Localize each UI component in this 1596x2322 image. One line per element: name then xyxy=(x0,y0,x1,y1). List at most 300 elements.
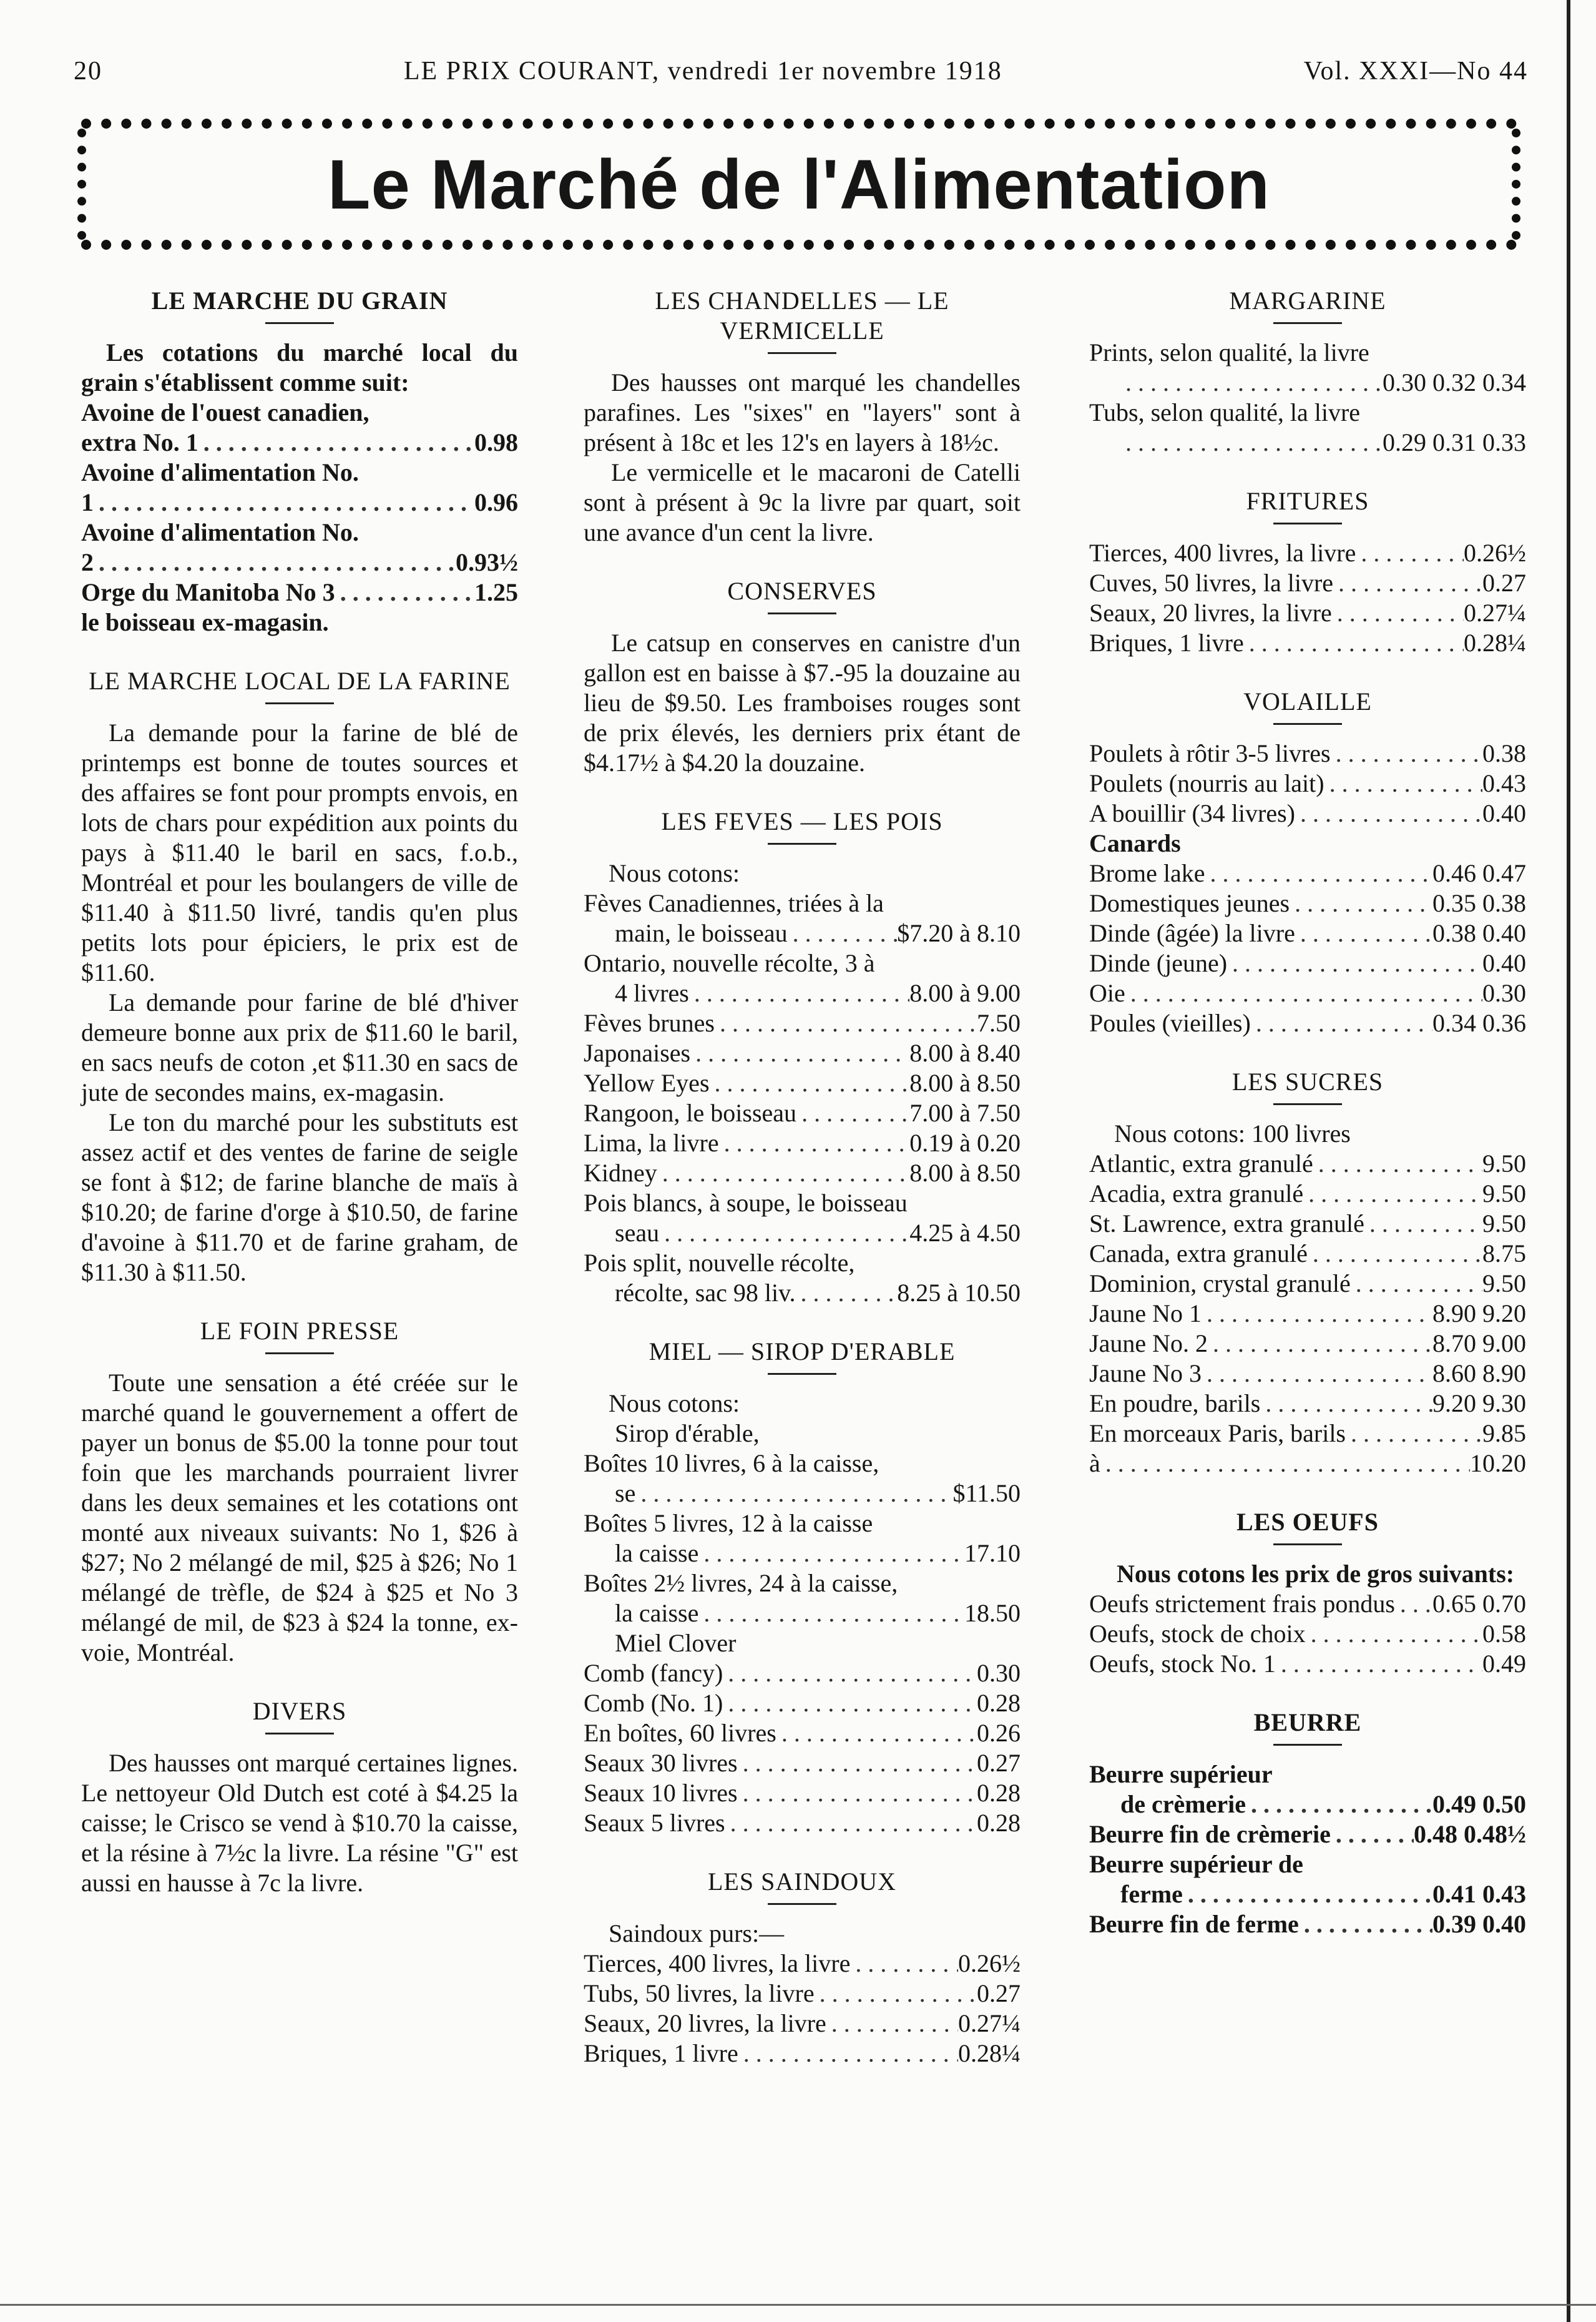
price-row xyxy=(1089,628,1526,658)
price-label: Prints, selon qualité, la livre xyxy=(1089,338,1369,367)
leader-dots xyxy=(198,428,474,458)
price-label: Boîtes 2½ livres, 24 à la caisse, xyxy=(584,1569,898,1597)
price-row xyxy=(584,1598,1021,1628)
price-label: Pois split, nouvelle récolte, xyxy=(584,1249,855,1277)
price-row xyxy=(1089,598,1526,628)
price-row xyxy=(1089,978,1526,1008)
price-label: Jaune No. 2 xyxy=(1089,1329,1208,1357)
price-row xyxy=(584,1188,1021,1218)
oeufs-intro: Nous cotons les prix de gros suivants: xyxy=(1117,1560,1515,1588)
section-title-divers: DIVERS xyxy=(252,1697,347,1725)
chandelles-paragraph-1: Des hausses ont marqué les chandelles parafines. Les "sixes" en "layers" sont à présent à 18c et les 12's en layers à 18½c. xyxy=(584,368,1021,456)
price-label: main, le boisseau xyxy=(615,919,788,947)
price-row xyxy=(584,1508,1021,1538)
price-value: 0.41 0.43 xyxy=(1432,1880,1526,1908)
price-label: Seaux 5 livres xyxy=(584,1809,725,1837)
price-value: 9.50 xyxy=(1482,1149,1526,1178)
price-value: 0.27 xyxy=(977,1979,1021,2007)
leader-dots xyxy=(796,1278,898,1308)
price-label: Canards xyxy=(1089,829,1181,857)
section-rule xyxy=(768,1903,836,1905)
price-value: 0.28 xyxy=(977,1689,1021,1717)
price-row xyxy=(584,1419,1021,1449)
leader-dots xyxy=(335,578,474,608)
leader-dots xyxy=(698,1538,964,1568)
chandelles-paragraph-2: Le vermicelle et le macaroni de Catelli sont à présent à 9c la livre par quart, soit une avance d'un cent la livre. xyxy=(584,458,1021,546)
section-title-saindoux: LES SAINDOUX xyxy=(708,1867,896,1896)
leader-dots xyxy=(1308,1239,1482,1269)
price-row xyxy=(81,548,518,578)
price-row xyxy=(81,458,518,488)
price-label: En poudre, barils xyxy=(1089,1389,1261,1417)
price-row xyxy=(1089,1449,1526,1478)
sucres-list xyxy=(1089,1149,1526,1478)
section-rule xyxy=(265,1352,334,1354)
price-label: seau xyxy=(615,1219,660,1247)
leader-dots xyxy=(1331,739,1482,769)
price-label: Dinde (jeune) xyxy=(1089,949,1228,977)
price-row xyxy=(584,1068,1021,1098)
price-value: 4.25 à 4.50 xyxy=(909,1219,1021,1247)
leader-dots xyxy=(723,1658,977,1688)
section-title-feves: LES FEVES — LES POIS xyxy=(661,807,943,835)
price-label: Comb (fancy) xyxy=(584,1659,723,1687)
farine-paragraph-1: La demande pour la farine de blé de printemps est bonne de toutes sources et des affaires se font pour prompts envois, en lots de chars pour expédition aux points du pays à $11.40 le baril en sacs, f.o.b., Montréal et pour les boulangers de ville de $11.40 à $11.50 livré, tandis qu'en plus petits lots pour épiciers, le prix est de $11.60. xyxy=(81,719,518,986)
price-value: 8.75 xyxy=(1482,1239,1526,1267)
feves-intro: Nous cotons: xyxy=(609,859,740,887)
price-label: Oeufs, stock No. 1 xyxy=(1089,1650,1276,1678)
price-label: Tierces, 400 livres, la livre xyxy=(1089,539,1356,567)
price-row xyxy=(584,1568,1021,1598)
price-value: 8.00 à 8.40 xyxy=(909,1039,1021,1067)
price-value: 8.25 à 10.50 xyxy=(897,1279,1021,1307)
price-row xyxy=(584,1218,1021,1248)
section-title-conserves: CONSERVES xyxy=(727,577,877,605)
price-row xyxy=(584,1158,1021,1188)
price-row xyxy=(584,918,1021,948)
price-label: A bouillir (34 livres) xyxy=(1089,799,1295,827)
price-row xyxy=(1089,1269,1526,1299)
price-value: 0.27¼ xyxy=(1464,599,1526,627)
price-value: 9.50 xyxy=(1482,1269,1526,1297)
price-row xyxy=(1089,1329,1526,1359)
price-row xyxy=(584,1778,1021,1808)
price-row xyxy=(584,2039,1021,2069)
miel-intro: Nous cotons: xyxy=(609,1389,740,1417)
price-row xyxy=(81,488,518,518)
price-row xyxy=(1089,538,1526,568)
price-value: 0.26½ xyxy=(1464,539,1526,567)
price-label: Fèves brunes xyxy=(584,1009,715,1037)
price-value: $11.50 xyxy=(952,1479,1021,1507)
price-label: Briques, 1 livre xyxy=(1089,629,1244,657)
margarine-list xyxy=(1089,338,1526,458)
section-title-farine: LE MARCHE LOCAL DE LA FARINE xyxy=(89,667,511,695)
leader-dots xyxy=(815,1979,977,2009)
leader-dots xyxy=(1202,1299,1432,1329)
price-label: 4 livres xyxy=(615,979,689,1007)
section-rule xyxy=(768,352,836,354)
price-row xyxy=(584,1979,1021,2009)
leader-dots xyxy=(1333,568,1482,598)
feves-list xyxy=(584,888,1021,1308)
leader-dots xyxy=(776,1718,977,1748)
beurre-list xyxy=(1089,1759,1526,1939)
price-label: Oeufs, stock de choix xyxy=(1089,1620,1306,1648)
price-value: 9.50 xyxy=(1482,1209,1526,1237)
price-value: 0.27 xyxy=(977,1749,1021,1777)
publication-date-line: LE PRIX COURANT, vendredi 1er novembre 1918 xyxy=(403,57,1002,86)
leader-dots xyxy=(1356,538,1464,568)
price-row xyxy=(1089,1299,1526,1329)
price-row xyxy=(1089,948,1526,978)
section-title-chandelles: LES CHANDELLES — LE VERMICELLE xyxy=(655,287,949,345)
page-title: Le Marché de l'Alimentation xyxy=(328,145,1270,224)
sucres-intro: Nous cotons: 100 livres xyxy=(1114,1119,1351,1148)
leader-dots xyxy=(1120,368,1383,398)
price-row xyxy=(584,978,1021,1008)
leader-dots xyxy=(1202,1359,1432,1389)
leader-dots xyxy=(715,1008,977,1038)
price-row xyxy=(584,1949,1021,1979)
price-value: 0.49 xyxy=(1482,1650,1526,1678)
leader-dots xyxy=(1364,1209,1482,1239)
price-label: Avoine de l'ouest canadien, xyxy=(81,398,370,426)
price-label: Pois blancs, à soupe, le boisseau xyxy=(584,1189,908,1217)
price-label: 1 xyxy=(81,488,94,516)
leader-dots xyxy=(1299,1909,1432,1939)
leader-dots xyxy=(1246,1789,1432,1819)
price-row xyxy=(584,1718,1021,1748)
price-row xyxy=(1089,829,1526,858)
column-3 xyxy=(1089,275,1526,1939)
leader-dots xyxy=(690,1038,909,1068)
conserves-paragraph: Le catsup en conserves en canistre d'un gallon est en baisse à $7.-95 la douzaine au lieu de $9.50. Les framboises rouges sont de prix élevés, les derniers prix étant de $4.17½ à $4.20 la douzaine. xyxy=(584,629,1021,777)
price-label: Seaux 30 livres xyxy=(584,1749,738,1777)
price-label: St. Lawrence, extra granulé xyxy=(1089,1209,1364,1237)
section-title-sucres: LES SUCRES xyxy=(1231,1068,1384,1096)
price-value: 10.20 xyxy=(1470,1449,1526,1477)
price-label: Yellow Eyes xyxy=(584,1069,710,1097)
section-rule xyxy=(265,702,334,704)
price-label: récolte, sac 98 liv. xyxy=(615,1279,796,1307)
section-title-beurre: BEURRE xyxy=(1253,1708,1362,1736)
price-label: 2 xyxy=(81,548,94,576)
price-label: Poules (vieilles) xyxy=(1089,1009,1251,1037)
price-label: Dinde (âgée) la livre xyxy=(1089,919,1295,947)
price-value: 0.38 0.40 xyxy=(1432,919,1526,947)
miel-list xyxy=(584,1419,1021,1838)
price-row xyxy=(584,1248,1021,1278)
price-value: 0.40 xyxy=(1482,799,1526,827)
column-2 xyxy=(584,275,1021,2069)
section-title-miel: MIEL — SIROP D'ERABLE xyxy=(649,1337,956,1365)
leader-dots xyxy=(94,488,474,518)
leader-dots xyxy=(1120,428,1383,458)
leader-dots xyxy=(850,1949,958,1979)
leader-dots xyxy=(1290,888,1432,918)
price-row xyxy=(1089,568,1526,598)
price-value: 8.70 9.00 xyxy=(1432,1329,1526,1357)
price-label: Sirop d'érable, xyxy=(615,1419,760,1447)
price-value: 0.38 xyxy=(1482,739,1526,767)
price-row xyxy=(584,1128,1021,1158)
leader-dots xyxy=(738,1778,977,1808)
price-row xyxy=(1089,1819,1526,1849)
section-title-margarine: MARGARINE xyxy=(1229,287,1386,315)
price-row xyxy=(81,428,518,458)
price-row xyxy=(1089,1419,1526,1449)
leader-dots xyxy=(1244,628,1464,658)
price-value: 8.00 à 8.50 xyxy=(909,1069,1021,1097)
price-row xyxy=(1089,1359,1526,1389)
price-row xyxy=(1089,1389,1526,1419)
section-title-oeufs: LES OEUFS xyxy=(1236,1508,1379,1536)
price-value: 0.43 xyxy=(1482,769,1526,797)
price-row xyxy=(81,398,518,428)
leader-dots xyxy=(1100,1449,1470,1478)
price-value: 0.27¼ xyxy=(958,2009,1021,2037)
price-row xyxy=(1089,398,1526,428)
price-value: 0.26 xyxy=(977,1719,1021,1747)
price-row xyxy=(81,578,518,608)
leader-dots xyxy=(1276,1649,1482,1679)
price-value: 0.28¼ xyxy=(958,2039,1021,2067)
price-value: 7.00 à 7.50 xyxy=(909,1099,1021,1127)
price-value: 17.10 xyxy=(964,1539,1021,1567)
saindoux-list xyxy=(584,1949,1021,2069)
section-rule xyxy=(1273,1744,1342,1746)
price-value: 7.50 xyxy=(977,1009,1021,1037)
price-row xyxy=(584,1748,1021,1778)
price-value: 0.93½ xyxy=(456,548,518,576)
leader-dots xyxy=(710,1068,910,1098)
leader-dots xyxy=(723,1688,977,1718)
leader-dots xyxy=(1205,858,1433,888)
price-label: Brome lake xyxy=(1089,859,1205,887)
leader-dots xyxy=(657,1158,909,1188)
price-value: 0.28 xyxy=(977,1809,1021,1837)
price-label: Dominion, crystal granulé xyxy=(1089,1269,1351,1297)
price-row xyxy=(1089,368,1526,398)
price-row xyxy=(1089,1849,1526,1879)
price-value: 1.25 xyxy=(474,578,518,606)
price-value: 0.28 xyxy=(977,1779,1021,1807)
leader-dots xyxy=(1260,1389,1432,1419)
price-value: 0.58 xyxy=(1482,1620,1526,1648)
price-value: 0.39 0.40 xyxy=(1432,1910,1526,1938)
price-label: Avoine d'alimentation No. xyxy=(81,458,359,486)
price-value: 8.00 à 9.00 xyxy=(909,979,1021,1007)
price-row xyxy=(1089,799,1526,829)
leader-dots xyxy=(698,1598,964,1628)
price-value: 0.96 xyxy=(474,488,518,516)
price-value: 0.29 0.31 0.33 xyxy=(1383,428,1526,456)
price-value: 8.90 9.20 xyxy=(1432,1299,1526,1327)
price-label: Atlantic, extra granulé xyxy=(1089,1149,1313,1178)
price-row xyxy=(1089,1239,1526,1269)
price-row xyxy=(584,1478,1021,1508)
price-row xyxy=(1089,1759,1526,1789)
price-row xyxy=(1089,888,1526,918)
price-label: Ontario, nouvelle récolte, 3 à xyxy=(584,949,875,977)
price-label: Tubs, 50 livres, la livre xyxy=(584,1979,815,2007)
price-label: Jaune No 1 xyxy=(1089,1299,1202,1327)
price-value: 0.65 0.70 xyxy=(1432,1590,1526,1618)
leader-dots xyxy=(826,2009,958,2039)
price-row xyxy=(584,1278,1021,1308)
price-row xyxy=(1089,769,1526,799)
price-label: la caisse xyxy=(615,1539,699,1567)
section-title-volaille: VOLAILLE xyxy=(1243,687,1372,716)
price-label: Seaux, 20 livres, la livre xyxy=(1089,599,1332,627)
price-label: à xyxy=(1089,1449,1100,1477)
price-row xyxy=(1089,1209,1526,1239)
price-value: 0.48 0.48½ xyxy=(1414,1820,1526,1848)
section-rule xyxy=(1273,523,1342,524)
leader-dots xyxy=(738,1748,977,1778)
leader-dots xyxy=(1346,1419,1482,1449)
leader-dots xyxy=(1351,1269,1482,1299)
leader-dots xyxy=(738,2039,958,2069)
leader-dots xyxy=(1331,1819,1414,1849)
grain-footer: le boisseau ex-magasin. xyxy=(81,608,329,636)
price-label: Beurre fin de crèmerie xyxy=(1089,1820,1331,1848)
section-rule xyxy=(1273,723,1342,725)
leader-dots xyxy=(1295,799,1482,829)
grain-list xyxy=(81,398,518,608)
leader-dots xyxy=(725,1808,977,1838)
price-row xyxy=(1089,1789,1526,1819)
price-value: 0.40 xyxy=(1482,949,1526,977)
price-label: Rangoon, le boisseau xyxy=(584,1099,797,1127)
leader-dots xyxy=(659,1218,909,1248)
price-value: 0.35 0.38 xyxy=(1432,889,1526,917)
price-label: Domestiques jeunes xyxy=(1089,889,1290,917)
price-label: Seaux 10 livres xyxy=(584,1779,738,1807)
price-label: Boîtes 10 livres, 6 à la caisse, xyxy=(584,1449,879,1477)
price-label: Boîtes 5 livres, 12 à la caisse xyxy=(584,1509,873,1537)
price-row xyxy=(584,1098,1021,1128)
leader-dots xyxy=(1208,1329,1432,1359)
section-rule xyxy=(1273,1103,1342,1105)
volume-number: Vol. XXXI—No 44 xyxy=(1303,57,1528,86)
page-number: 20 xyxy=(74,57,102,86)
price-label: Tubs, selon qualité, la livre xyxy=(1089,398,1361,426)
section-rule xyxy=(1273,322,1342,324)
price-row xyxy=(1089,1149,1526,1179)
price-row xyxy=(584,1688,1021,1718)
leader-dots xyxy=(1125,978,1482,1008)
price-row xyxy=(1089,1179,1526,1209)
price-label: Orge du Manitoba No 3 xyxy=(81,578,335,606)
price-label: Beurre fin de ferme xyxy=(1089,1910,1299,1938)
page-edge-line xyxy=(1567,0,1570,2322)
divers-paragraph: Des hausses ont marqué certaines lignes. Le nettoyeur Old Dutch est coté à $4.25 la caisse; le Crisco se vend à $10.70 la caisse, et la résine à 7½c la livre. La résine "G" est aussi en hausse à 7c la livre. xyxy=(81,1749,518,1897)
oeufs-list xyxy=(1089,1589,1526,1679)
price-row xyxy=(584,1808,1021,1838)
price-label: Oeufs strictement frais pondus xyxy=(1089,1590,1395,1618)
leader-dots xyxy=(788,918,898,948)
section-title-fritures: FRITURES xyxy=(1246,487,1369,515)
price-row xyxy=(584,1038,1021,1068)
price-row xyxy=(584,1628,1021,1658)
volaille-list xyxy=(1089,739,1526,1038)
price-value: 0.19 à 0.20 xyxy=(909,1129,1021,1157)
leader-dots xyxy=(635,1478,952,1508)
price-label: Fèves Canadiennes, triées à la xyxy=(584,889,884,917)
section-rule xyxy=(768,843,836,845)
price-label: Tierces, 400 livres, la livre xyxy=(584,1949,851,1977)
bottom-rule xyxy=(0,2304,1596,2306)
price-label: Seaux, 20 livres, la livre xyxy=(584,2009,826,2037)
price-label: Jaune No 3 xyxy=(1089,1359,1202,1387)
price-label: Oie xyxy=(1089,979,1125,1007)
price-label: Avoine d'alimentation No. xyxy=(81,518,359,546)
price-label: Cuves, 50 livres, la livre xyxy=(1089,569,1334,597)
farine-paragraph-2: La demande pour farine de blé d'hiver demeure bonne aux prix de $11.60 le baril, en sacs neufs de coton ,et $11.30 en sacs de jute de secondes mains, ex-magasin. xyxy=(81,988,518,1106)
price-row xyxy=(584,1538,1021,1568)
leader-dots xyxy=(94,548,456,578)
farine-paragraph-3: Le ton du marché pour les substituts est assez actif et des ventes de farine de seigle se font à $12; de farine blanche de maïs à $10.20; de farine d'orge à $10.50, de farine d'avoine à $11.70 et de farine graham, de $11.30 à $11.50. xyxy=(81,1108,518,1286)
price-value: 9.50 xyxy=(1482,1179,1526,1208)
price-value: 18.50 xyxy=(964,1599,1021,1627)
price-row xyxy=(1089,1879,1526,1909)
section-rule xyxy=(265,322,334,324)
leader-dots xyxy=(796,1098,909,1128)
price-value: 9.85 xyxy=(1482,1419,1526,1447)
price-label: ferme xyxy=(1120,1880,1183,1908)
price-label: Briques, 1 livre xyxy=(584,2039,738,2067)
price-value: 0.30 0.32 0.34 xyxy=(1383,368,1526,396)
leader-dots xyxy=(1324,769,1482,799)
price-row xyxy=(1089,1909,1526,1939)
price-value: 0.34 0.36 xyxy=(1432,1009,1526,1037)
price-value: 0.30 xyxy=(977,1659,1021,1687)
price-row xyxy=(1089,1589,1526,1619)
price-value: 0.98 xyxy=(474,428,518,456)
leader-dots xyxy=(1306,1619,1482,1649)
price-value: 0.49 0.50 xyxy=(1432,1790,1526,1818)
price-row xyxy=(1089,338,1526,368)
price-value: 0.46 0.47 xyxy=(1432,859,1526,887)
leader-dots xyxy=(1227,948,1482,978)
price-row xyxy=(584,1008,1021,1038)
leader-dots xyxy=(1183,1879,1432,1909)
section-title-foin: LE FOIN PRESSE xyxy=(200,1317,399,1345)
section-rule xyxy=(1273,1543,1342,1545)
leader-dots xyxy=(1303,1179,1482,1209)
price-value: 0.27 xyxy=(1482,569,1526,597)
price-label: Japonaises xyxy=(584,1039,691,1067)
leader-dots xyxy=(1295,918,1432,948)
price-value: 9.20 9.30 xyxy=(1432,1389,1526,1417)
section-rule xyxy=(768,1373,836,1375)
title-banner xyxy=(81,119,1517,250)
price-label: se xyxy=(615,1479,636,1507)
price-row xyxy=(584,948,1021,978)
leader-dots xyxy=(689,978,909,1008)
price-label: Poulets (nourris au lait) xyxy=(1089,769,1324,797)
price-row xyxy=(584,2009,1021,2039)
price-label: Miel Clover xyxy=(615,1629,737,1657)
page-header xyxy=(74,52,1528,90)
section-rule xyxy=(265,1733,334,1734)
price-label: Kidney xyxy=(584,1159,657,1187)
price-row xyxy=(1089,1008,1526,1038)
leader-dots xyxy=(1332,598,1464,628)
price-label: extra No. 1 xyxy=(81,428,198,456)
